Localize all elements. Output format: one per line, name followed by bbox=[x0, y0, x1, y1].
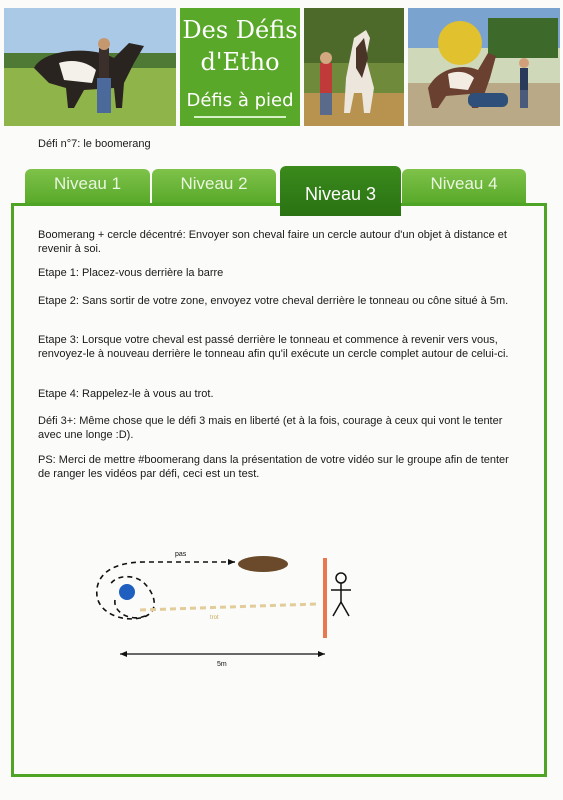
person-icon bbox=[331, 573, 351, 616]
header-photo-1 bbox=[4, 8, 176, 126]
header-photo-2 bbox=[304, 8, 404, 126]
paragraph-ps: PS: Merci de mettre #boomerang dans la présentation de votre vidéo sur le groupe afin de tenter de ranger les vidéos par défi, ceci est un test. bbox=[38, 454, 509, 480]
label-pas: pas bbox=[175, 551, 187, 558]
tab-niveau-4[interactable]: Niveau 4 bbox=[402, 169, 526, 203]
tab-niveau-2[interactable]: Niveau 2 bbox=[152, 169, 276, 203]
boomerang-diagram bbox=[85, 540, 385, 685]
paragraph-intro: Boomerang + cercle décentré: Envoyer son cheval faire un cercle autour d'un objet à distance et revenir à soi. bbox=[38, 229, 507, 255]
tab-niveau-1[interactable]: Niveau 1 bbox=[25, 169, 150, 203]
horse-icon bbox=[238, 556, 288, 572]
brand-logo bbox=[180, 8, 300, 126]
logo-subtitle: Défis à pied bbox=[186, 90, 294, 111]
content-panel bbox=[11, 203, 547, 777]
logo-line-1: Des Défis bbox=[182, 16, 298, 44]
paragraph-etape-2: Etape 2: Sans sortir de votre zone, envoyez votre cheval derrière le tonneau ou cône situé à 5m. bbox=[38, 295, 509, 307]
label-distance: 5m bbox=[217, 661, 227, 668]
tab-niveau-3[interactable]: Niveau 3 bbox=[280, 166, 401, 216]
barrel-icon bbox=[119, 584, 135, 600]
paragraph-etape-3: Etape 3: Lorsque votre cheval est passé derrière le tonneau et commence à revenir vers vous, renvoyez-le à nouveau derrière le tonneau afin qu'il exécute un cercle complet autour de celui-ci. bbox=[38, 334, 509, 360]
logo-line-2: d'Etho bbox=[200, 48, 280, 76]
label-trot: trot bbox=[210, 615, 219, 621]
header-photo-3 bbox=[408, 8, 560, 126]
challenge-title: Défi n°7: le boomerang bbox=[38, 138, 151, 150]
paragraph-etape-4: Etape 4: Rappelez-le à vous au trot. bbox=[38, 388, 214, 400]
logo-underline bbox=[194, 116, 286, 118]
bar-icon bbox=[323, 558, 327, 638]
paragraph-etape-1: Etape 1: Placez-vous derrière la barre bbox=[38, 267, 224, 279]
paragraph-defi-3-plus: Défi 3+: Même chose que le défi 3 mais en liberté (et à la fois, courage à ceux qui vont le tenter avec une longe :D). bbox=[38, 415, 503, 441]
